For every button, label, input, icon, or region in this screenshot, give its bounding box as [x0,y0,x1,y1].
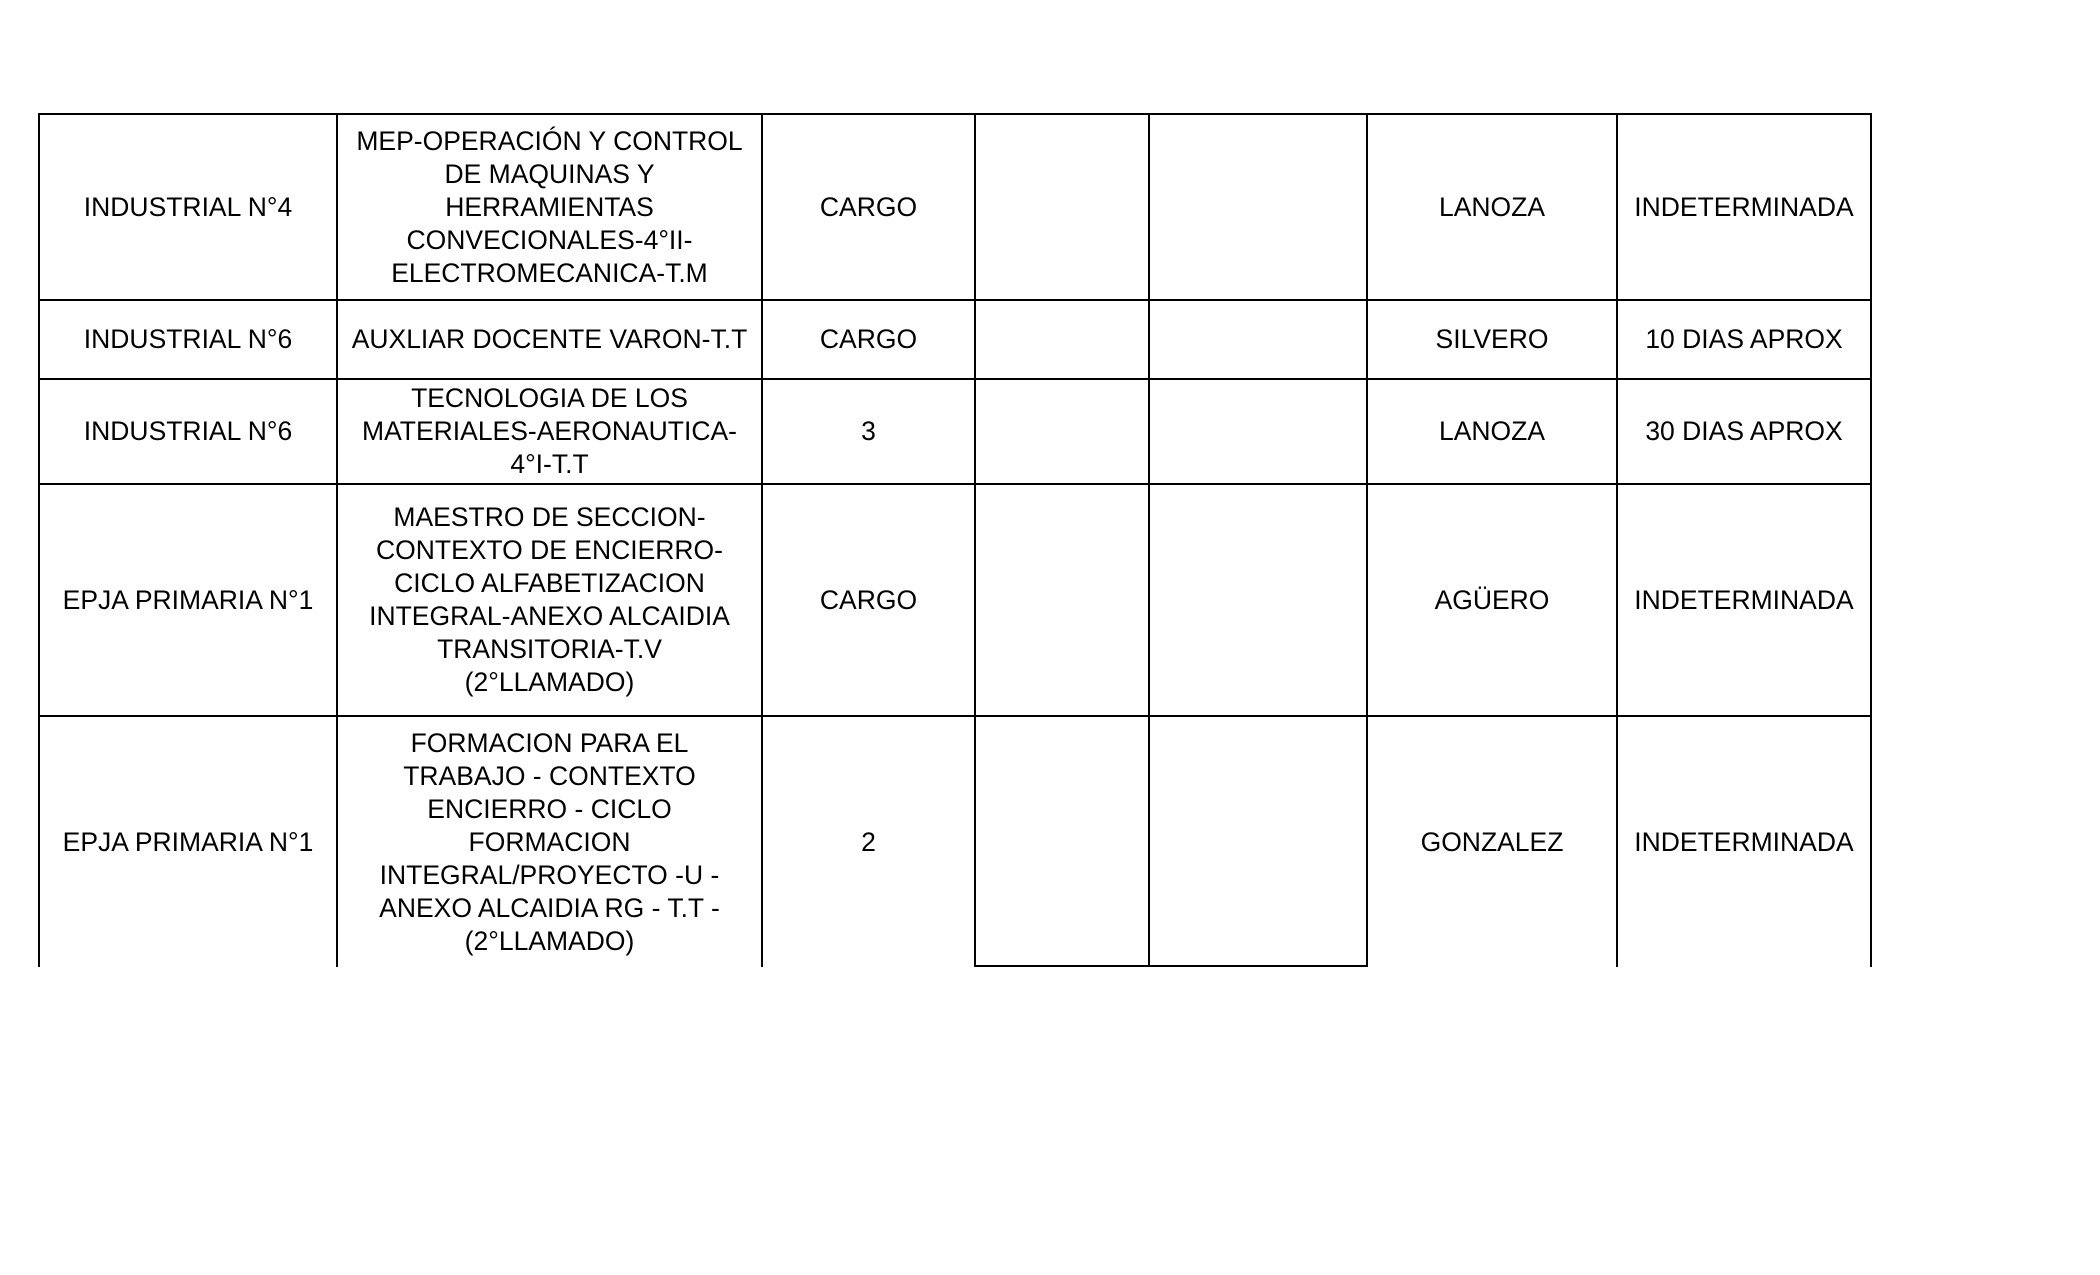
table-cell-duration: INDETERMINADA [1616,483,1872,717]
table-cell-subject: AUXLIAR DOCENTE VARON-T.T [336,299,763,380]
table-cell-empty [974,715,1150,967]
table-cell-school: INDUSTRIAL N°6 [38,378,338,485]
table-cell-teacher: LANOZA [1366,378,1618,485]
table-cell-duration: 10 DIAS APROX [1616,299,1872,380]
table-cell-duration: 30 DIAS APROX [1616,378,1872,485]
table-cell-empty [1148,715,1368,967]
table-cell-empty [1148,113,1368,301]
table-cell-teacher: LANOZA [1366,113,1618,301]
table-cell-empty [1148,378,1368,485]
table-cell-subject: MAESTRO DE SECCION- CONTEXTO DE ENCIERRO- CICLO ALFABETIZACION INTEGRAL-ANEXO ALCAIDIA TRANSITORIA-T.V (2°LLAMADO) [336,483,763,717]
table-cell-empty [974,299,1150,380]
table-cell-subject: FORMACION PARA EL TRABAJO - CONTEXTO ENCIERRO - CICLO FORMACION INTEGRAL/PROYECTO -U - ANEXO ALCAIDIA RG - T.T - (2°LLAMADO) [336,715,763,967]
table-cell-hours: CARGO [761,113,976,301]
table-cell-empty [1148,299,1368,380]
table-cell-subject: TECNOLOGIA DE LOS MATERIALES-AERONAUTICA- 4°I-T.T [336,378,763,485]
table-cell-empty [974,483,1150,717]
table-cell-hours: CARGO [761,483,976,717]
table-cell-subject: MEP-OPERACIÓN Y CONTROL DE MAQUINAS Y HERRAMIENTAS CONVECIONALES-4°II- ELECTROMECANICA-T.M [336,113,763,301]
table-cell-teacher: SILVERO [1366,299,1618,380]
table-cell-empty [974,113,1150,301]
table-cell-teacher: GONZALEZ [1366,715,1618,967]
table-cell-school: INDUSTRIAL N°4 [38,113,338,301]
table-cell-hours: CARGO [761,299,976,380]
table-cell-school: EPJA PRIMARIA N°1 [38,483,338,717]
table-cell-teacher: AGÜERO [1366,483,1618,717]
table-cell-empty [1148,483,1368,717]
table-cell-hours: 3 [761,378,976,485]
table-cell-school: EPJA PRIMARIA N°1 [38,715,338,967]
table-cell-duration: INDETERMINADA [1616,715,1872,967]
table-cell-school: INDUSTRIAL N°6 [38,299,338,380]
table-cell-duration: INDETERMINADA [1616,113,1872,301]
table-cell-empty [974,378,1150,485]
vacancy-table [38,113,1867,965]
table-cell-hours: 2 [761,715,976,967]
